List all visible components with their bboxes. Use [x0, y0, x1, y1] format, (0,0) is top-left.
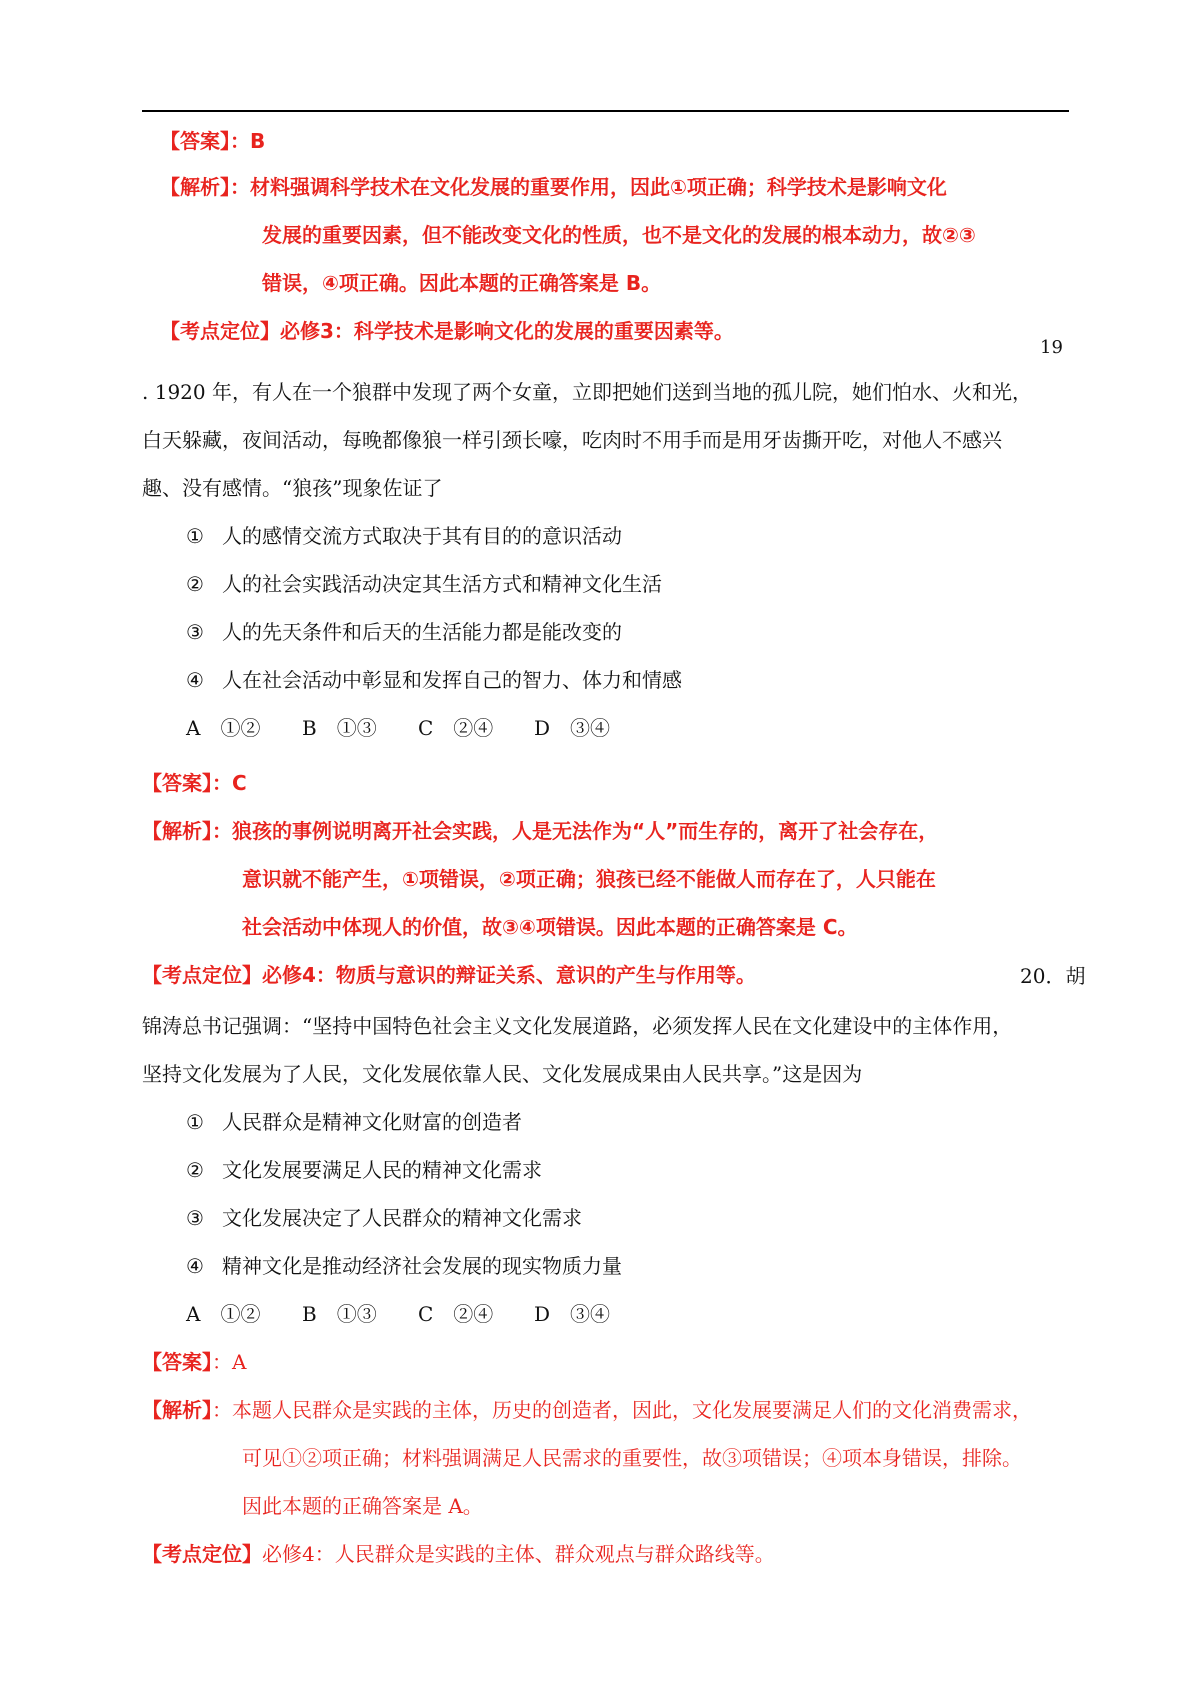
q20-option-1: ① 人民群众是精神文化财富的创造者 — [186, 1110, 522, 1134]
q20-stem-line-1: 锦涛总书记强调：“坚持中国特色社会主义文化发展道路，必须发挥人民在文化建设中的主体作用， — [142, 1014, 1013, 1038]
q19-option-4: ④ 人在社会活动中彰显和发挥自己的智力、体力和情感 — [186, 668, 682, 692]
choice-a: A ①② — [186, 716, 261, 740]
choice-c: C ②④ — [418, 1302, 494, 1326]
q20-analysis-line-1: 【解析】：本题人民群众是实践的主体，历史的创造者，因此，文化发展要满足人们的文化消费需求， — [142, 1398, 1032, 1422]
answer-value: B — [250, 129, 266, 153]
q19-option-1: ① 人的感情交流方式取决于其有目的的意识活动 — [186, 524, 622, 548]
point-label: 【考点定位】 — [160, 319, 280, 343]
q19-option-2: ② 人的社会实践活动决定其生活方式和精神文化生活 — [186, 572, 662, 596]
q19-stem-line-2: 白天躲藏，夜间活动，每晚都像狼一样引颈长嚎，吃肉时不用手而是用牙齿撕开吃，对他人不感兴 — [142, 428, 1002, 452]
block1-analysis-line-3: 错误，④项正确。因此本题的正确答案是 B。 — [262, 271, 662, 295]
q20-point: 【考点定位】必修4：人民群众是实践的主体、群众观点与群众路线等。 — [142, 1542, 775, 1566]
header-rule — [142, 110, 1069, 112]
q20-stem-line-2: 坚持文化发展为了人民，文化发展依靠人民、文化发展成果由人民共享。”这是因为 — [142, 1062, 863, 1086]
choice-c: C ②④ — [418, 716, 494, 740]
choice-b: B ①③ — [302, 1302, 377, 1326]
block1-answer: 【答案】：B — [160, 129, 266, 153]
q20-choices — [186, 1299, 610, 1329]
choice-d: D ③④ — [534, 1302, 611, 1326]
q19-option-3: ③ 人的先天条件和后天的生活能力都是能改变的 — [186, 620, 622, 644]
choice-d: D ③④ — [534, 716, 611, 740]
q19-analysis-line-2: 意识就不能产生，①项错误，②项正确；狼孩已经不能做人而存在了，人只能在 — [242, 867, 936, 891]
q19-analysis-line-1: 【解析】：狼孩的事例说明离开社会实践，人是无法作为“人”而生存的，离开了社会存在， — [142, 819, 939, 843]
analysis-label: 【解析】 — [160, 175, 230, 199]
q20-analysis-line-3: 因此本题的正确答案是 A。 — [242, 1494, 483, 1518]
choice-b: B ①③ — [302, 716, 377, 740]
question-number: 20．胡 — [1020, 964, 1086, 988]
q19-stem-line-1: . 1920 年，有人在一个狼群中发现了两个女童，立即把她们送到当地的孤儿院，她们怕水、火和光， — [142, 380, 1032, 404]
block1-analysis-line-1: 【解析】：材料强调科学技术在文化发展的重要作用，因此①项正确；科学技术是影响文化 — [160, 175, 947, 199]
question-number: 19 — [1040, 337, 1063, 358]
answer-label: 【答案】 — [160, 129, 230, 153]
q19-choices — [186, 713, 610, 743]
q20-option-3: ③ 文化发展决定了人民群众的精神文化需求 — [186, 1206, 582, 1230]
q20-option-2: ② 文化发展要满足人民的精神文化需求 — [186, 1158, 542, 1182]
block1-point: 【考点定位】必修3：科学技术是影响文化的发展的重要因素等。 — [160, 319, 734, 343]
q19-answer: 【答案】：C — [142, 771, 247, 795]
q19-stem-line-3: 趣、没有感情。“狼孩”现象佐证了 — [142, 476, 443, 500]
block1-analysis-line-2: 发展的重要因素，但不能改变文化的性质，也不是文化的发展的根本动力，故②③ — [262, 223, 976, 247]
q20-option-4: ④ 精神文化是推动经济社会发展的现实物质力量 — [186, 1254, 622, 1278]
q20-analysis-line-2: 可见①②项正确；材料强调满足人民需求的重要性，故③项错误；④项本身错误，排除。 — [242, 1446, 1022, 1470]
q20-answer: 【答案】：A — [142, 1350, 247, 1374]
choice-a: A ①② — [186, 1302, 261, 1326]
q19-analysis-line-3: 社会活动中体现人的价值，故③④项错误。因此本题的正确答案是 C。 — [242, 915, 858, 939]
q19-point: 【考点定位】必修4：物质与意识的辩证关系、意识的产生与作用等。 — [142, 963, 756, 987]
